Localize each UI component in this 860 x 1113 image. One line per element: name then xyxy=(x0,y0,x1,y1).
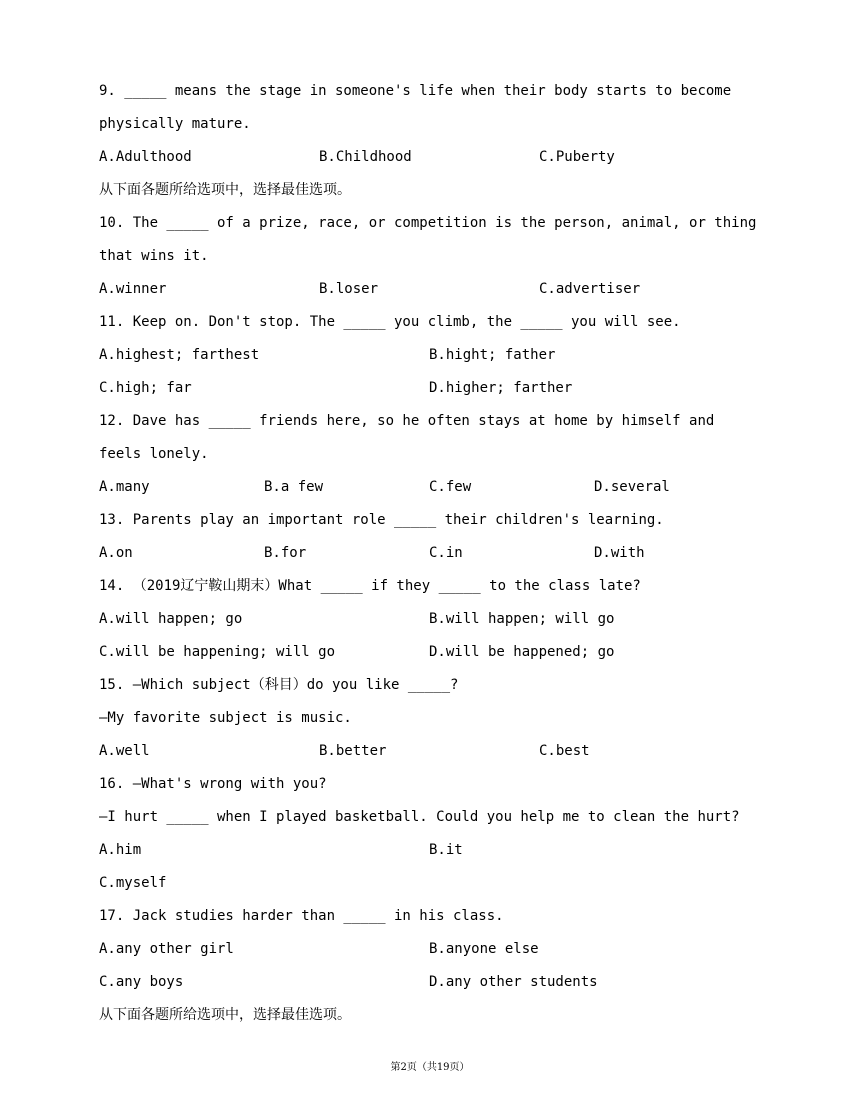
options-row xyxy=(99,603,769,636)
answer-option[interactable]: B.a few xyxy=(264,479,324,495)
answer-option[interactable]: B.it xyxy=(429,842,463,858)
options-row xyxy=(99,933,769,966)
answer-option[interactable]: A.will happen; go xyxy=(99,611,243,627)
answer-option[interactable]: C.best xyxy=(539,743,590,759)
options-row xyxy=(99,339,769,372)
question-block xyxy=(99,570,769,669)
answer-option[interactable]: C.advertiser xyxy=(539,281,641,297)
question-text-continued: —My favorite subject is music. xyxy=(99,710,352,726)
answer-option[interactable]: C.in xyxy=(429,545,463,561)
question-block xyxy=(99,669,769,768)
question-block xyxy=(99,306,769,405)
question-text: 11. Keep on. Don't stop. The _____ you climb, the _____ you will see. xyxy=(99,314,681,330)
options-row xyxy=(99,537,769,570)
question-block xyxy=(99,75,769,174)
answer-option[interactable]: A.many xyxy=(99,479,150,495)
answer-option[interactable]: D.with xyxy=(594,545,645,561)
answer-option[interactable]: C.high; far xyxy=(99,380,192,396)
answer-option[interactable]: A.winner xyxy=(99,281,167,297)
answer-option[interactable]: B.anyone else xyxy=(429,941,539,957)
question-text: 17. Jack studies harder than _____ in his class. xyxy=(99,908,504,924)
question-text-continued: that wins it. xyxy=(99,248,209,264)
question-text: 10. The _____ of a prize, race, or competition is the person, animal, or thing xyxy=(99,215,757,231)
answer-option[interactable]: D.higher; farther xyxy=(429,380,573,396)
answer-option[interactable]: B.Childhood xyxy=(319,149,412,165)
section-instruction: 从下面各题所给选项中，选择最佳选项。 xyxy=(99,182,351,198)
answer-option[interactable]: A.any other girl xyxy=(99,941,234,957)
question-block xyxy=(99,405,769,504)
answer-option[interactable]: B.will happen; will go xyxy=(429,611,615,627)
answer-option[interactable]: C.any boys xyxy=(99,974,184,990)
answer-option[interactable]: C.Puberty xyxy=(539,149,615,165)
answer-option[interactable]: A.highest; farthest xyxy=(99,347,260,363)
question-list xyxy=(99,75,769,1032)
answer-option[interactable]: A.well xyxy=(99,743,150,759)
question-block xyxy=(99,900,769,999)
question-text: 9. _____ means the stage in someone's life when their body starts to become xyxy=(99,83,732,99)
options-row xyxy=(99,966,769,999)
answer-option[interactable]: D.will be happened; go xyxy=(429,644,615,660)
question-text: 13. Parents play an important role _____ their children's learning. xyxy=(99,512,664,528)
answer-option[interactable]: B.loser xyxy=(319,281,379,297)
answer-option[interactable]: C.will be happening; will go xyxy=(99,644,336,660)
answer-option[interactable]: B.better xyxy=(319,743,387,759)
answer-option[interactable]: C.myself xyxy=(99,875,167,891)
answer-option[interactable]: A.him xyxy=(99,842,142,858)
answer-option[interactable]: D.several xyxy=(594,479,670,495)
question-text: 14. （2019辽宁鞍山期末）What _____ if they _____ to the class late? xyxy=(99,578,641,594)
question-text: 15. —Which subject（科目）do you like _____? xyxy=(99,677,459,693)
answer-option[interactable]: B.for xyxy=(264,545,307,561)
section-instruction: 从下面各题所给选项中，选择最佳选项。 xyxy=(99,1007,351,1023)
answer-option[interactable]: A.Adulthood xyxy=(99,149,192,165)
answer-option[interactable]: B.hight; father xyxy=(429,347,556,363)
question-block xyxy=(99,768,769,900)
options-row xyxy=(99,372,769,405)
question-text-continued: physically mature. xyxy=(99,116,251,132)
answer-option[interactable]: C.few xyxy=(429,479,472,495)
options-row xyxy=(99,636,769,669)
options-row xyxy=(99,273,769,306)
answer-option[interactable]: D.any other students xyxy=(429,974,598,990)
options-row xyxy=(99,834,769,867)
options-row xyxy=(99,471,769,504)
question-block xyxy=(99,504,769,570)
question-block xyxy=(99,207,769,306)
question-text: 16. —What's wrong with you? xyxy=(99,776,327,792)
page-footer: 第2页（共19页） xyxy=(390,1062,470,1073)
question-text-continued: feels lonely. xyxy=(99,446,209,462)
answer-option[interactable]: A.on xyxy=(99,545,133,561)
options-row xyxy=(99,867,769,900)
options-row xyxy=(99,735,769,768)
question-text-continued: —I hurt _____ when I played basketball. Could you help me to clean the hurt? xyxy=(99,809,740,825)
options-row xyxy=(99,141,769,174)
question-text: 12. Dave has _____ friends here, so he often stays at home by himself and xyxy=(99,413,715,429)
